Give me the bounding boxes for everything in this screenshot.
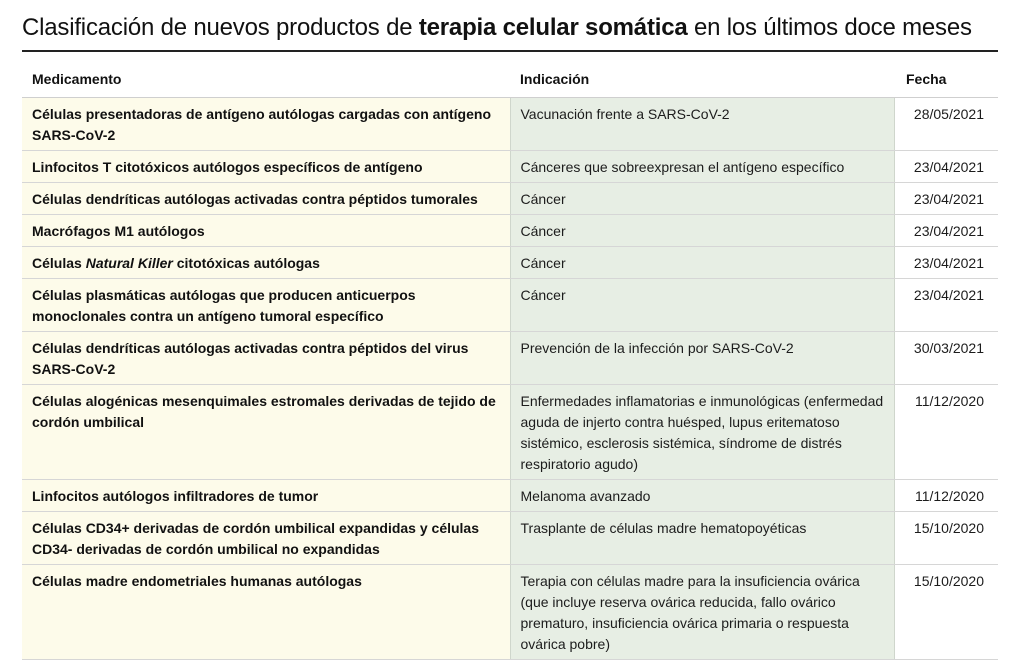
cell-indicacion: Cáncer — [510, 279, 894, 332]
cell-indicacion: Cáncer — [510, 215, 894, 247]
cell-medicamento: Células dendríticas autólogas activadas contra péptidos del virus SARS-CoV-2 — [22, 332, 510, 385]
title-rule — [22, 50, 998, 52]
cell-fecha: 15/10/2020 — [894, 512, 998, 565]
cell-indicacion: Enfermedades inflamatorias e inmunológicas (enfermedad aguda de injerto contra huésped, lupus eritematoso sistémico, esclerosis sistémica, síndrome de distrés respiratorio agudo) — [510, 385, 894, 480]
cell-indicacion: Trasplante de células madre hematopoyéticas — [510, 512, 894, 565]
cell-fecha: 11/12/2020 — [894, 480, 998, 512]
cell-medicamento: Linfocitos autólogos infiltradores de tumor — [22, 480, 510, 512]
cell-indicacion: Vacunación frente a SARS-CoV-2 — [510, 98, 894, 151]
cell-medicamento: Células CD34+ derivadas de cordón umbilical expandidas y células CD34- derivadas de cordón umbilical no expandidas — [22, 512, 510, 565]
products-table — [22, 63, 998, 660]
cell-medicamento-italic: Natural Killer — [85, 255, 173, 271]
cell-medicamento-suffix: citotóxicas autólogas — [172, 255, 320, 271]
cell-indicacion: Cánceres que sobreexpresan el antígeno específico — [510, 151, 894, 183]
cell-fecha: 30/03/2021 — [894, 332, 998, 385]
table-row — [22, 565, 998, 660]
cell-indicacion: Melanoma avanzado — [510, 480, 894, 512]
column-header-medicamento: Medicamento — [22, 63, 510, 98]
table-row — [22, 247, 998, 279]
title-prefix: Clasificación de nuevos productos de — [22, 14, 419, 41]
table-row — [22, 385, 998, 480]
column-header-fecha: Fecha — [894, 63, 998, 98]
cell-medicamento-prefix: Células — [32, 255, 86, 271]
cell-medicamento: Células dendríticas autólogas activadas contra péptidos tumorales — [22, 183, 510, 215]
table-row — [22, 332, 998, 385]
cell-medicamento: Linfocitos T citotóxicos autólogos específicos de antígeno — [22, 151, 510, 183]
cell-medicamento: Células plasmáticas autólogas que producen anticuerpos monoclonales contra un antígeno tumoral específico — [22, 279, 510, 332]
table-row — [22, 215, 998, 247]
table-row — [22, 98, 998, 151]
cell-fecha: 28/05/2021 — [894, 98, 998, 151]
cell-medicamento — [22, 247, 510, 279]
cell-fecha: 23/04/2021 — [894, 247, 998, 279]
cell-fecha: 23/04/2021 — [894, 279, 998, 332]
cell-fecha: 11/12/2020 — [894, 385, 998, 480]
table-row — [22, 512, 998, 565]
table-row — [22, 183, 998, 215]
cell-medicamento: Células madre endometriales humanas autólogas — [22, 565, 510, 660]
cell-fecha: 23/04/2021 — [894, 183, 998, 215]
table-row — [22, 279, 998, 332]
table-row — [22, 151, 998, 183]
table-header-row — [22, 63, 998, 98]
cell-indicacion: Cáncer — [510, 247, 894, 279]
cell-indicacion: Cáncer — [510, 183, 894, 215]
cell-medicamento: Células alogénicas mesenquimales estromales derivadas de tejido de cordón umbilical — [22, 385, 510, 480]
cell-medicamento: Células presentadoras de antígeno autólogas cargadas con antígeno SARS-CoV-2 — [22, 98, 510, 151]
cell-indicacion: Terapia con células madre para la insuficiencia ovárica (que incluye reserva ovárica reducida, fallo ovárico prematuro, insuficiencia ovárica primaria o respuesta ovárica pobre) — [510, 565, 894, 660]
column-header-indicacion: Indicación — [510, 63, 894, 98]
cell-fecha: 23/04/2021 — [894, 151, 998, 183]
cell-medicamento: Macrófagos M1 autólogos — [22, 215, 510, 247]
title-bold: terapia celular somática — [418, 14, 688, 41]
cell-fecha: 15/10/2020 — [894, 565, 998, 660]
cell-fecha: 23/04/2021 — [894, 215, 998, 247]
cell-indicacion: Prevención de la infección por SARS-CoV-2 — [510, 332, 894, 385]
page-title — [22, 14, 972, 42]
table-row — [22, 480, 998, 512]
title-suffix: en los últimos doce meses — [687, 14, 972, 41]
